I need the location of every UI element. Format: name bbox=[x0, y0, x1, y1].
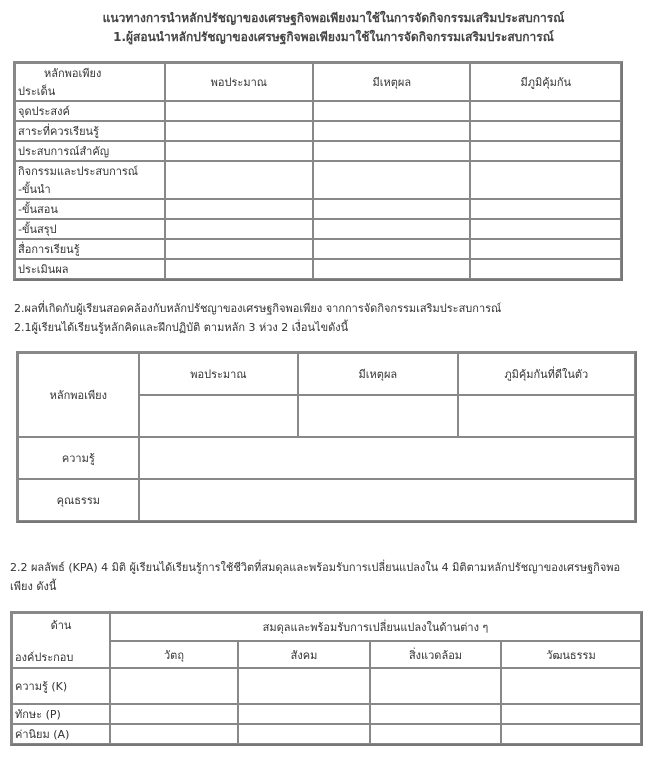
corner-top-label: หลักพอเพียง bbox=[44, 67, 102, 80]
table-row bbox=[15, 141, 621, 161]
header-cell: สังคม bbox=[238, 641, 370, 668]
corner-header bbox=[12, 613, 110, 668]
section1-title: 1.ผู้สอนนำหลักปรัชญาของเศรษฐกิจพอเพียงมาใช้ในการจัดกิจกรรมเสริมประสบการณ์ bbox=[113, 30, 554, 44]
header-cell: สิ่งแวดล้อม bbox=[370, 641, 501, 668]
table-cell bbox=[313, 161, 470, 199]
table-cell bbox=[470, 161, 621, 199]
row-label bbox=[15, 161, 165, 199]
row-label: ความรู้ bbox=[18, 437, 139, 479]
row-label: -ขั้นสรุป bbox=[15, 219, 165, 239]
table-kpa-dimensions bbox=[10, 611, 643, 746]
table-cell bbox=[165, 101, 314, 121]
table-cell bbox=[470, 121, 621, 141]
corner-top-label: ด้าน bbox=[50, 619, 72, 632]
table-cell bbox=[313, 219, 470, 239]
table-header-row bbox=[15, 63, 621, 101]
row-label-line1: กิจกรรมและประสบการณ์ bbox=[18, 165, 139, 178]
table-cell bbox=[238, 724, 370, 744]
table-header-row bbox=[12, 613, 641, 641]
table-row bbox=[15, 259, 621, 279]
row-label: สื่อการเรียนรู้ bbox=[15, 239, 165, 259]
row-label: ความรู้ (K) bbox=[12, 668, 110, 704]
table-cell bbox=[470, 259, 621, 279]
table-row bbox=[15, 101, 621, 121]
header-cell: มีภูมิคุ้มกัน bbox=[470, 63, 621, 101]
table-cell bbox=[313, 239, 470, 259]
section22-heading-cont: เพียง ดังนี้ bbox=[10, 580, 57, 593]
header-cell: ภูมิคุ้มกันที่ดีในตัว bbox=[458, 353, 635, 395]
table-row bbox=[12, 724, 641, 744]
table-row bbox=[15, 219, 621, 239]
table-row bbox=[18, 479, 635, 521]
header-cell: พอประมาณ bbox=[139, 353, 298, 395]
document-title: แนวทางการนำหลักปรัชญาของเศรษฐกิจพอเพียงมาใช้ในการจัดกิจกรรมเสริมประสบการณ์ bbox=[102, 11, 565, 25]
row-label: -ขั้นสอน bbox=[15, 199, 165, 219]
row-label: ประเมินผล bbox=[15, 259, 165, 279]
table-cell bbox=[458, 395, 635, 437]
table-cell bbox=[165, 219, 314, 239]
table-cell bbox=[313, 259, 470, 279]
table-row bbox=[15, 239, 621, 259]
header-cell: มีเหตุผล bbox=[313, 63, 470, 101]
table-cell bbox=[501, 724, 641, 744]
row-label: ค่านิยม (A) bbox=[12, 724, 110, 744]
table-cell bbox=[165, 121, 314, 141]
table-row bbox=[18, 437, 635, 479]
section2-heading: 2.ผลที่เกิดกับผู้เรียนสอดคล้องกับหลักปรัชญาของเศรษฐกิจพอเพียง จากการจัดกิจกรรมเสริมประสบการณ์ bbox=[14, 302, 502, 315]
table-cell bbox=[139, 479, 635, 521]
table-cell bbox=[313, 101, 470, 121]
table-row bbox=[15, 161, 621, 199]
row-label: สาระที่ควรเรียนรู้ bbox=[15, 121, 165, 141]
table-cell bbox=[139, 437, 635, 479]
table-cell bbox=[501, 704, 641, 724]
row-label: ประสบการณ์สำคัญ bbox=[15, 141, 165, 161]
table-cell bbox=[238, 668, 370, 704]
table-principles-application bbox=[13, 61, 623, 281]
table-cell bbox=[110, 668, 238, 704]
table-cell bbox=[165, 259, 314, 279]
corner-bottom-label: องค์ประกอบ bbox=[15, 651, 74, 664]
table-cell bbox=[165, 141, 314, 161]
corner-bottom-label: ประเด็น bbox=[18, 85, 56, 98]
table-cell bbox=[470, 199, 621, 219]
table-cell bbox=[139, 395, 298, 437]
row-header: หลักพอเพียง bbox=[18, 353, 139, 437]
table-cell bbox=[165, 161, 314, 199]
header-cell: พอประมาณ bbox=[165, 63, 314, 101]
table-cell bbox=[470, 101, 621, 121]
table-cell bbox=[238, 704, 370, 724]
table-row bbox=[15, 199, 621, 219]
section22-heading: 2.2 ผลลัพธ์ (KPA) 4 มิติ ผู้เรียนได้เรียนรู้การใช้ชีวิตที่สมดุลและพร้อมรับการเปลี่ยนแปลงใน 4 มิติตามหลักปรัชญาของเศรษฐกิจพอ bbox=[10, 561, 621, 574]
table-cell bbox=[313, 121, 470, 141]
table-cell bbox=[313, 199, 470, 219]
table-cell bbox=[370, 724, 501, 744]
row-label: ทักษะ (P) bbox=[12, 704, 110, 724]
row-label: จุดประสงค์ bbox=[15, 101, 165, 121]
table-cell bbox=[298, 395, 457, 437]
table-row bbox=[12, 704, 641, 724]
table-cell bbox=[110, 704, 238, 724]
table-cell bbox=[470, 219, 621, 239]
table-cell bbox=[470, 141, 621, 161]
table-row bbox=[15, 121, 621, 141]
table-cell bbox=[370, 668, 501, 704]
table-cell bbox=[165, 199, 314, 219]
table-cell bbox=[470, 239, 621, 259]
table-cell bbox=[370, 704, 501, 724]
table-row bbox=[12, 668, 641, 704]
table-header-row bbox=[18, 353, 635, 395]
header-cell: มีเหตุผล bbox=[298, 353, 457, 395]
row-label: คุณธรรม bbox=[18, 479, 139, 521]
table-cell bbox=[313, 141, 470, 161]
section21-heading: 2.1ผู้เรียนได้เรียนรู้หลักคิดและฝึกปฏิบัติ ตามหลัก 3 ห่วง 2 เงื่อนไขดังนี้ bbox=[14, 321, 349, 334]
header-cell: วัฒนธรรม bbox=[501, 641, 641, 668]
header-cell: วัตถุ bbox=[110, 641, 238, 668]
row-label-line2: -ขั้นนำ bbox=[18, 183, 51, 196]
table-cell bbox=[110, 724, 238, 744]
table-cell bbox=[501, 668, 641, 704]
table-three-circles bbox=[16, 351, 637, 523]
group-header: สมดุลและพร้อมรับการเปลี่ยนแปลงในด้านต่าง ๆ bbox=[110, 613, 641, 641]
table-cell bbox=[165, 239, 314, 259]
corner-header bbox=[15, 63, 165, 101]
